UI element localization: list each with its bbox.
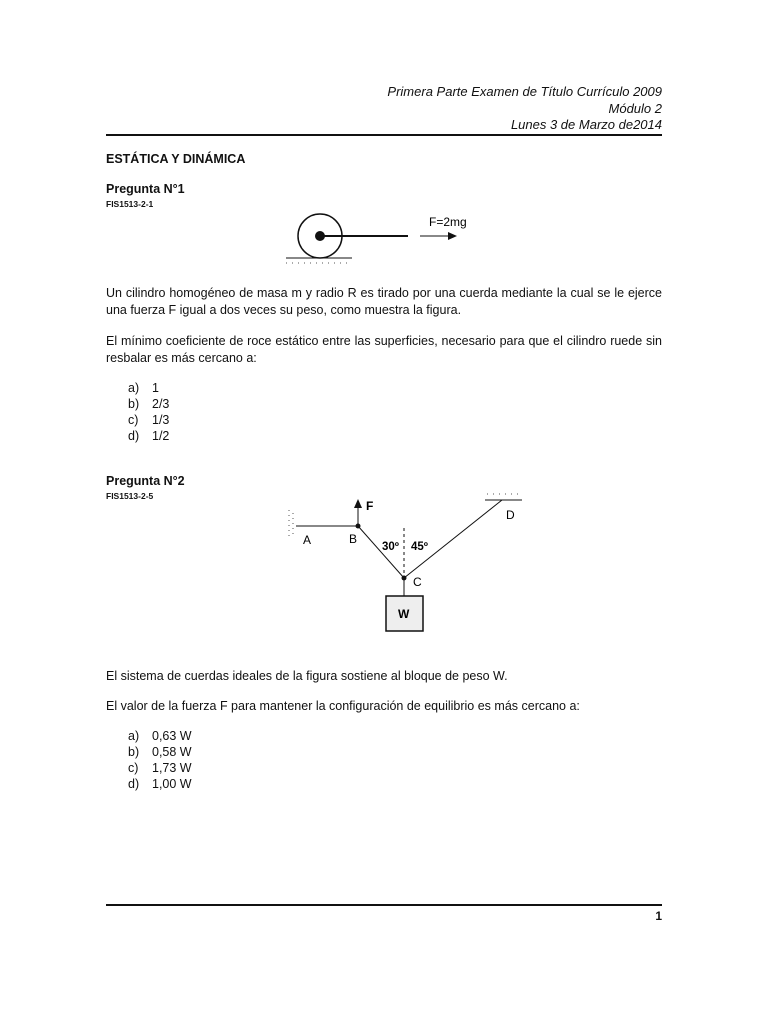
question2-title: Pregunta N°2 [106,474,185,488]
option-b[interactable]: b) 0,58 W [128,745,192,759]
option-c[interactable]: c) 1,73 W [128,761,192,775]
section-title: ESTÁTICA Y DINÁMICA [106,152,246,166]
option-d[interactable]: d) 1,00 W [128,777,192,791]
option-b[interactable]: b) 2/3 [128,397,170,411]
label-c: C [413,575,422,589]
node-b [356,524,361,529]
question1-title: Pregunta N°1 [106,182,185,196]
node-c [402,576,407,581]
header-exam-title: Primera Parte Examen de Título Currículo 2009 [387,84,662,99]
header-date: Lunes 3 de Marzo de2014 [510,117,662,132]
option-c[interactable]: c) 1/3 [128,413,170,427]
option-d[interactable]: d) 1/2 [128,429,170,443]
page-number: 1 [655,909,662,923]
header-rule [106,134,662,136]
rope-cd [404,500,502,578]
label-f: F [366,499,374,513]
question1-paragraph1: Un cilindro homogéneo de masa m y radio R es tirado por una cuerda mediante la cual se le ejerce una fuerza F igual a dos veces su peso, como muestra la figura. [106,286,662,317]
question1-paragraph2: El mínimo coeficiente de roce estático entre las superficies, necesario para que el cilindro ruede sin resbalar es más cercano a: [106,334,662,365]
question2-paragraph1: El sistema de cuerdas ideales de la figura sostiene al bloque de peso W. [106,669,508,683]
question1-code: FIS1513-2-1 [106,199,154,209]
document-header [242,84,662,134]
label-d: D [506,508,515,522]
label-a: A [303,533,312,547]
label-angle-right: 45º [411,541,428,553]
question2-options [128,728,192,792]
option-a[interactable]: a) 1 [128,381,159,395]
label-angle-left: 30º [382,541,399,553]
option-a[interactable]: a) 0,63 W [128,729,192,743]
question2-figure [280,488,540,638]
question1-options [128,380,169,444]
question2-code: FIS1513-2-5 [106,491,154,501]
footer-rule [106,904,662,906]
question2-paragraph2: El valor de la fuerza F para mantener la configuración de equilibrio es más cercano a: [106,699,580,713]
question1-figure [280,205,500,270]
header-module: Módulo 2 [608,100,662,116]
label-w: W [398,607,410,621]
force-label: F=2mg [429,215,467,229]
label-b: B [349,532,358,546]
